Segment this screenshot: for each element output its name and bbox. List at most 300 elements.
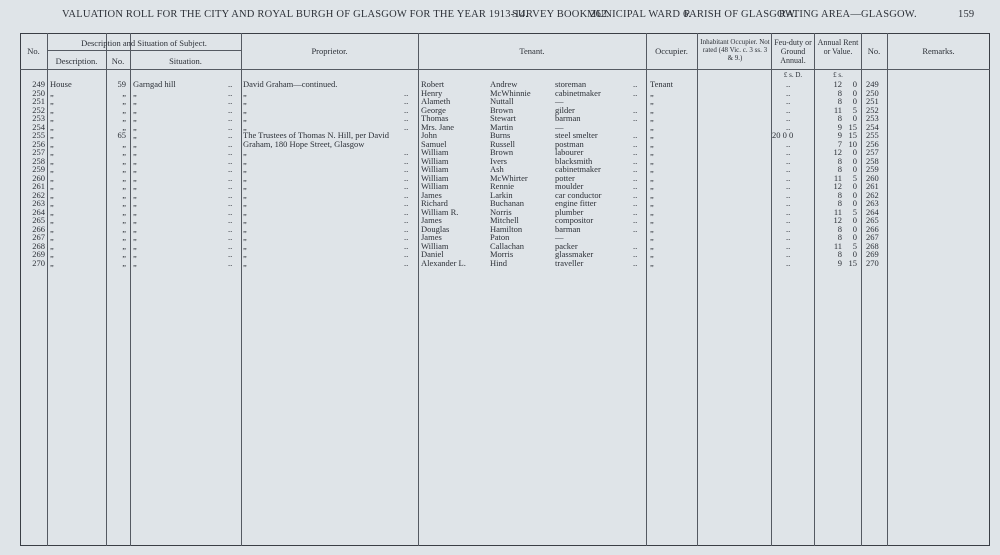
rent-shillings: 0 <box>852 87 857 98</box>
situation: „ <box>133 257 137 268</box>
tenant-first-name: John <box>421 130 438 140</box>
row-number: 251 <box>32 96 45 106</box>
rent-pounds: 8 <box>837 113 842 123</box>
occupier: „ <box>650 147 654 157</box>
leader-dots: .. <box>633 249 638 259</box>
row-number: 259 <box>32 164 45 174</box>
leader-dots: .. <box>633 223 638 234</box>
house-number: „ <box>122 138 126 149</box>
row-number: 254 <box>32 121 45 132</box>
leader-dots: .. <box>228 189 233 200</box>
proprietor: „ <box>243 147 247 157</box>
tenant-surname: Burns <box>490 130 511 140</box>
rent-shillings: 0 <box>852 147 857 157</box>
col-desc-group: Description and Situation of Subject. <box>81 38 207 48</box>
description: „ <box>50 87 54 98</box>
leader-dots: .. <box>786 181 791 191</box>
leader-dots: .. <box>786 232 791 242</box>
row-number-right: 266 <box>866 223 879 234</box>
house-number: „ <box>122 257 126 268</box>
leader-dots: .. <box>786 215 791 225</box>
situation: „ <box>133 164 137 174</box>
description: „ <box>50 181 54 191</box>
leader-dots: .. <box>786 121 791 132</box>
tenant-first-name: Richard <box>421 198 448 208</box>
row-number: 266 <box>32 223 45 234</box>
house-number: „ <box>122 172 126 183</box>
proprietor: „ <box>243 189 247 200</box>
leader-dots: .. <box>228 172 233 183</box>
tenant-occupation: blacksmith <box>555 155 593 166</box>
rent-shillings: 0 <box>852 155 857 166</box>
rent-shillings: 15 <box>848 130 857 140</box>
description: „ <box>50 147 54 157</box>
feu-duty: 20 0 0 <box>772 130 794 140</box>
column-rule <box>418 33 419 546</box>
leader-dots: .. <box>404 147 409 157</box>
situation: „ <box>133 181 137 191</box>
situation: „ <box>133 113 137 123</box>
rent-shillings: 0 <box>852 164 857 174</box>
tenant-first-name: James <box>421 189 442 200</box>
row-number: 267 <box>32 232 45 242</box>
situation: Garngad hill <box>133 79 176 89</box>
tenant-occupation: barman <box>555 113 581 123</box>
tenant-first-name: William <box>421 147 449 157</box>
tenant-occupation: steel smelter <box>555 130 598 140</box>
house-number: „ <box>122 206 126 217</box>
proprietor: „ <box>243 257 247 268</box>
tenant-first-name: Robert <box>421 79 445 89</box>
leader-dots: .. <box>786 155 791 166</box>
leader-dots: .. <box>786 257 791 268</box>
leader-dots: .. <box>633 138 638 149</box>
proprietor: „ <box>243 223 247 234</box>
description: „ <box>50 189 54 200</box>
description: House <box>50 79 72 89</box>
row-number-right: 263 <box>866 198 879 208</box>
leader-dots: .. <box>786 96 791 106</box>
municipal-ward: MUNICIPAL WARD 6. <box>587 9 692 20</box>
house-number: „ <box>122 223 126 234</box>
row-number: 264 <box>32 206 45 217</box>
column-rule <box>861 33 862 546</box>
row-number-right: 252 <box>866 104 879 115</box>
row-number-right: 256 <box>866 138 879 149</box>
tenant-surname: McWhinnie <box>490 87 531 98</box>
row-number: 255 <box>32 130 45 140</box>
leader-dots: .. <box>633 104 638 115</box>
tenant-surname: Larkin <box>490 189 513 200</box>
tenant-occupation: cabinetmaker <box>555 164 601 174</box>
tenant-first-name: Daniel <box>421 249 444 259</box>
description: „ <box>50 130 54 140</box>
situation: „ <box>133 223 137 234</box>
row-number: 261 <box>32 181 45 191</box>
situation: „ <box>133 189 137 200</box>
proprietor: „ <box>243 198 247 208</box>
row-number: 268 <box>32 240 45 251</box>
col-proprietor: Proprietor. <box>311 46 348 56</box>
row-number: 252 <box>32 104 45 115</box>
tenant-surname: Norris <box>490 206 512 217</box>
rent-pounds: 11 <box>833 104 842 115</box>
tenant-occupation: storeman <box>555 79 587 89</box>
tenant-surname: Martin <box>490 121 514 132</box>
tenant-surname: Stewart <box>490 113 516 123</box>
row-number-right: 262 <box>866 189 879 200</box>
tenant-occupation: car conductor <box>555 189 602 200</box>
leader-dots: .. <box>404 96 409 106</box>
row-number: 253 <box>32 113 45 123</box>
tenant-first-name: Henry <box>421 87 443 98</box>
tenant-surname: Ivers <box>490 155 507 166</box>
tenant-first-name: Mrs. Jane <box>421 121 455 132</box>
occupier: „ <box>650 87 654 98</box>
leader-dots: .. <box>633 172 638 183</box>
row-number-right: 264 <box>866 206 879 217</box>
proprietor: „ <box>243 164 247 174</box>
row-number: 263 <box>32 198 45 208</box>
leader-dots: .. <box>633 181 638 191</box>
rent-pounds: 8 <box>837 155 842 166</box>
proprietor: „ <box>243 96 247 106</box>
leader-dots: .. <box>633 206 638 217</box>
tenant-surname: Ash <box>490 164 504 174</box>
tenant-occupation: — <box>555 232 564 242</box>
row-number: 269 <box>32 249 45 259</box>
col-house-no: No. <box>111 56 125 66</box>
proprietor: „ <box>243 249 247 259</box>
rent-shillings: 0 <box>852 249 857 259</box>
house-number: „ <box>122 113 126 123</box>
col-no-right: No. <box>867 46 881 56</box>
occupier: „ <box>650 104 654 115</box>
row-number-right: 255 <box>866 130 879 140</box>
rent-shillings: 0 <box>852 96 857 106</box>
leader-dots: .. <box>228 79 233 89</box>
leader-dots: .. <box>228 198 233 208</box>
column-rule <box>241 33 242 546</box>
description: „ <box>50 155 54 166</box>
rent-pounds: 7 <box>837 138 842 149</box>
rent-shillings: 15 <box>848 121 857 132</box>
house-number: „ <box>122 189 126 200</box>
tenant-first-name: Alexander L. <box>421 257 466 268</box>
proprietor: „ <box>243 87 247 98</box>
leader-dots: .. <box>633 147 638 157</box>
leader-dots: .. <box>786 198 791 208</box>
house-number: „ <box>122 249 126 259</box>
tenant-first-name: Alameth <box>421 96 451 106</box>
description: „ <box>50 240 54 251</box>
tenant-first-name: George <box>421 104 446 115</box>
leader-dots: .. <box>404 87 409 98</box>
tenant-surname: Nuttall <box>490 96 514 106</box>
col-occupier: Occupier. <box>655 46 688 56</box>
leader-dots: .. <box>228 223 233 234</box>
leader-dots: .. <box>228 138 233 149</box>
house-number: „ <box>122 155 126 166</box>
tenant-occupation: gilder <box>555 104 575 115</box>
tenant-first-name: Douglas <box>421 223 450 234</box>
tenant-surname: Andrew <box>490 79 518 89</box>
house-number: 59 <box>117 79 126 89</box>
occupier: „ <box>650 249 654 259</box>
occupier: „ <box>650 172 654 183</box>
tenant-first-name: James <box>421 232 442 242</box>
leader-dots: .. <box>404 249 409 259</box>
rent-shillings: 0 <box>852 113 857 123</box>
leader-dots: .. <box>228 147 233 157</box>
leader-dots: .. <box>633 113 638 123</box>
leader-dots: .. <box>228 155 233 166</box>
tenant-surname: McWhirter <box>490 172 528 183</box>
occupier: „ <box>650 121 654 132</box>
leader-dots: .. <box>404 104 409 115</box>
house-number: „ <box>122 104 126 115</box>
situation: „ <box>133 138 137 149</box>
leader-dots: .. <box>228 206 233 217</box>
description: „ <box>50 198 54 208</box>
occupier: „ <box>650 96 654 106</box>
leader-dots: .. <box>404 215 409 225</box>
leader-dots: .. <box>786 164 791 174</box>
leader-dots: .. <box>404 206 409 217</box>
tenant-occupation: — <box>555 121 564 132</box>
row-number-right: 254 <box>866 121 879 132</box>
occupier: „ <box>650 215 654 225</box>
leader-dots: .. <box>228 249 233 259</box>
proprietor: David Graham—continued. <box>243 79 338 89</box>
rent-pounds: 8 <box>837 96 842 106</box>
row-number-right: 270 <box>866 257 879 268</box>
tenant-first-name: William <box>421 240 449 251</box>
occupier: „ <box>650 113 654 123</box>
leader-dots: .. <box>228 215 233 225</box>
rent-pounds: 8 <box>837 232 842 242</box>
tenant-occupation: cabinetmaker <box>555 87 601 98</box>
leader-dots: .. <box>633 257 638 268</box>
leader-dots: .. <box>786 223 791 234</box>
unit-rent: £ s. <box>833 71 843 79</box>
rent-shillings: 0 <box>852 79 857 89</box>
leader-dots: .. <box>404 240 409 251</box>
tenant-first-name: William <box>421 155 449 166</box>
tenant-occupation: packer <box>555 240 578 251</box>
leader-dots: .. <box>786 249 791 259</box>
leader-dots: .. <box>786 240 791 251</box>
occupier: Tenant <box>650 79 674 89</box>
rent-pounds: 8 <box>837 189 842 200</box>
tenant-occupation: labourer <box>555 147 584 157</box>
tenant-surname: Buchanan <box>490 198 524 208</box>
occupier: „ <box>650 155 654 166</box>
situation: „ <box>133 240 137 251</box>
col-remarks: Remarks. <box>922 46 955 56</box>
proprietor: Graham, 180 Hope Street, Glasgow <box>243 138 365 149</box>
rent-pounds: 8 <box>837 249 842 259</box>
column-rule <box>697 33 698 546</box>
house-number: „ <box>122 232 126 242</box>
situation: „ <box>133 206 137 217</box>
situation: „ <box>133 215 137 225</box>
row-number: 265 <box>32 215 45 225</box>
group-rule <box>47 50 241 51</box>
house-number: „ <box>122 87 126 98</box>
survey-book: SURVEY BOOK 262. <box>512 9 610 20</box>
leader-dots: .. <box>228 257 233 268</box>
tenant-occupation: engine fitter <box>555 198 597 208</box>
column-rule <box>771 33 772 546</box>
situation: „ <box>133 96 137 106</box>
rent-pounds: 12 <box>833 181 842 191</box>
leader-dots: .. <box>228 232 233 242</box>
rent-shillings: 0 <box>852 181 857 191</box>
description: „ <box>50 223 54 234</box>
description: „ <box>50 164 54 174</box>
page-number: 159 <box>958 9 975 20</box>
tenant-first-name: Samuel <box>421 138 447 149</box>
house-number: „ <box>122 147 126 157</box>
leader-dots: .. <box>228 181 233 191</box>
row-number: 260 <box>32 172 45 183</box>
house-number: „ <box>122 164 126 174</box>
occupier: „ <box>650 240 654 251</box>
leader-dots: .. <box>633 189 638 200</box>
roll-title: VALUATION ROLL FOR THE CITY AND ROYAL BURGH OF GLASGOW FOR THE YEAR 1913-14. <box>62 9 529 20</box>
leader-dots: .. <box>786 138 791 149</box>
rent-shillings: 0 <box>852 198 857 208</box>
row-number-right: 268 <box>866 240 879 251</box>
house-number: 65 <box>117 130 126 140</box>
column-rule <box>130 33 131 546</box>
leader-dots: .. <box>404 257 409 268</box>
tenant-first-name: William <box>421 164 449 174</box>
tenant-first-name: Thomas <box>421 113 449 123</box>
occupier: „ <box>650 232 654 242</box>
rent-pounds: 8 <box>837 223 842 234</box>
leader-dots: .. <box>633 240 638 251</box>
col-no: No. <box>27 46 40 56</box>
description: „ <box>50 215 54 225</box>
occupier: „ <box>650 138 654 149</box>
house-number: „ <box>122 121 126 132</box>
tenant-occupation: postman <box>555 138 584 149</box>
row-number-right: 261 <box>866 181 879 191</box>
leader-dots: .. <box>228 113 233 123</box>
leader-dots: .. <box>404 232 409 242</box>
house-number: „ <box>122 181 126 191</box>
leader-dots: .. <box>228 104 233 115</box>
rent-shillings: 0 <box>852 223 857 234</box>
tenant-surname: Hamilton <box>490 223 523 234</box>
tenant-surname: Brown <box>490 104 514 115</box>
tenant-surname: Rennie <box>490 181 515 191</box>
rent-pounds: 9 <box>837 257 842 268</box>
house-number: „ <box>122 198 126 208</box>
leader-dots: .. <box>633 87 638 98</box>
leader-dots: .. <box>633 130 638 140</box>
column-rule <box>646 33 647 546</box>
description: „ <box>50 172 54 183</box>
row-number-right: 259 <box>866 164 879 174</box>
leader-dots: .. <box>786 79 791 89</box>
leader-dots: .. <box>228 164 233 174</box>
row-number: 270 <box>32 257 45 268</box>
description: „ <box>50 257 54 268</box>
leader-dots: .. <box>786 189 791 200</box>
tenant-occupation: plumber <box>555 206 584 217</box>
row-number-right: 257 <box>866 147 879 157</box>
description: „ <box>50 104 54 115</box>
tenant-occupation: moulder <box>555 181 584 191</box>
row-number-right: 258 <box>866 155 879 166</box>
leader-dots: .. <box>786 104 791 115</box>
rent-shillings: 0 <box>852 189 857 200</box>
leader-dots: .. <box>228 121 233 132</box>
description: „ <box>50 138 54 149</box>
rent-pounds: 12 <box>833 147 842 157</box>
description: „ <box>50 206 54 217</box>
house-number: „ <box>122 96 126 106</box>
tenant-occupation: compositor <box>555 215 594 225</box>
leader-dots: .. <box>786 147 791 157</box>
proprietor: „ <box>243 155 247 166</box>
description: „ <box>50 96 54 106</box>
house-number: „ <box>122 240 126 251</box>
situation: „ <box>133 232 137 242</box>
tenant-surname: Mitchell <box>490 215 519 225</box>
situation: „ <box>133 130 137 140</box>
row-number: 258 <box>32 155 45 166</box>
leader-dots: .. <box>404 164 409 174</box>
leader-dots: .. <box>404 155 409 166</box>
row-number-right: 265 <box>866 215 879 225</box>
proprietor: „ <box>243 181 247 191</box>
rent-pounds: 11 <box>833 172 842 183</box>
occupier: „ <box>650 164 654 174</box>
description: „ <box>50 232 54 242</box>
occupier: „ <box>650 181 654 191</box>
leader-dots: .. <box>633 215 638 225</box>
rent-pounds: 9 <box>837 121 842 132</box>
col-tenant: Tenant. <box>519 46 545 56</box>
row-number-right: 249 <box>866 79 879 89</box>
occupier: „ <box>650 189 654 200</box>
row-number: 257 <box>32 147 45 157</box>
row-number: 250 <box>32 87 45 98</box>
tenant-surname: Morris <box>490 249 514 259</box>
row-number-right: 253 <box>866 113 879 123</box>
leader-dots: .. <box>786 87 791 98</box>
proprietor: „ <box>243 232 247 242</box>
rent-shillings: 5 <box>852 172 857 183</box>
proprietor: „ <box>243 172 247 183</box>
tenant-occupation: barman <box>555 223 581 234</box>
row-number-right: 251 <box>866 96 879 106</box>
description: „ <box>50 113 54 123</box>
leader-dots: .. <box>633 79 638 89</box>
tenant-surname: Hind <box>490 257 507 268</box>
occupier: „ <box>650 257 654 268</box>
row-number: 262 <box>32 189 45 200</box>
situation: „ <box>133 198 137 208</box>
leader-dots: .. <box>404 113 409 123</box>
leader-dots: .. <box>404 121 409 132</box>
description: „ <box>50 121 54 132</box>
tenant-surname: Russell <box>490 138 516 149</box>
